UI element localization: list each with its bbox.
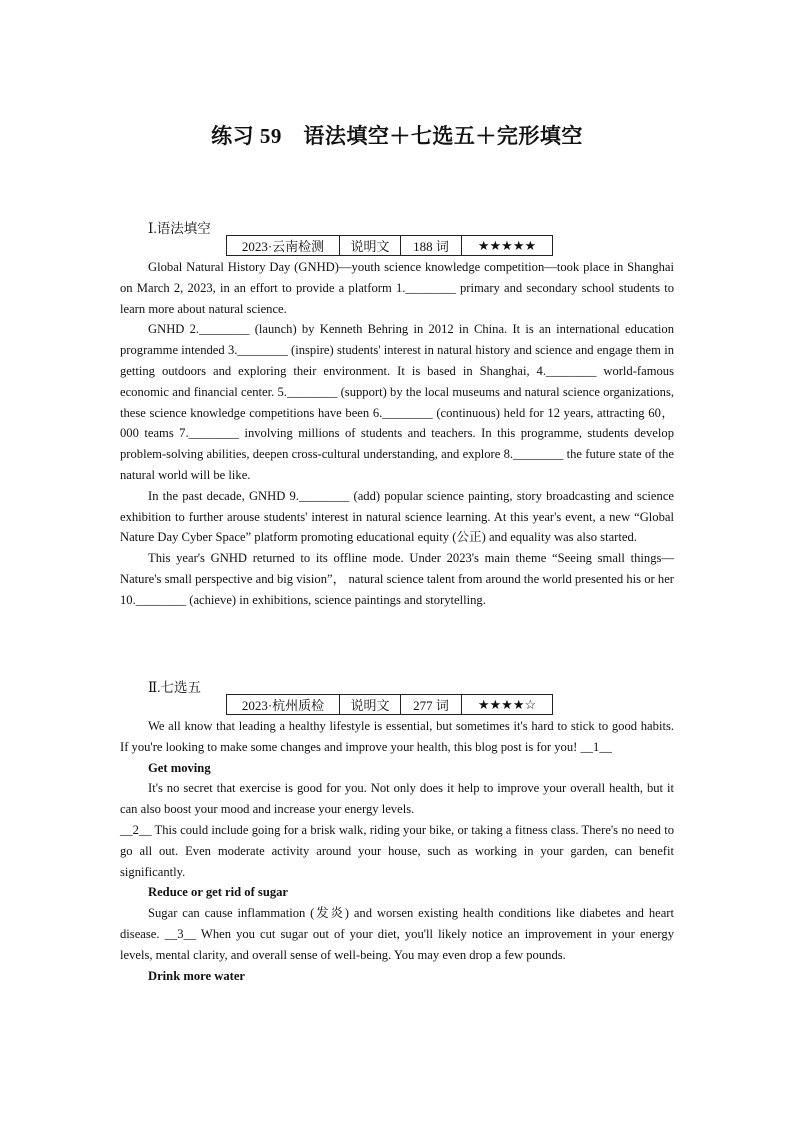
info-wordcount: 188 词: [401, 236, 462, 256]
subheading-reduce-sugar: Reduce or get rid of sugar: [148, 885, 289, 900]
info-source: 2023·云南检测: [227, 236, 340, 256]
passage-intro: We all know that leading a healthy lifestyle is essential, but sometimes it's hard to stick to good habits. If you're looking to make some changes and improve your health, this blog post is for you! __1__: [120, 719, 674, 754]
passage-paragraph: It's no secret that exercise is good for you. Not only does it help to improve your overall health, but it can also boost your mood and increase your energy levels.: [120, 781, 674, 817]
passage-paragraph: Global Natural History Day (GNHD)—youth science knowledge competition—took place in Shanghai on March 2, 2023, in an effort to provide a platform 1.________ primary and secondary school students to learn more about natural science.: [120, 260, 674, 316]
info-table-seven-five: [226, 694, 553, 715]
subheading-get-moving: Get moving: [148, 760, 211, 775]
info-wordcount: 277 词: [401, 695, 462, 715]
passage-paragraph: __2__ This could include going for a brisk walk, riding your bike, or taking a fitness class. There's no need to go all out. Even moderate activity around your house, such as working in your garden, can benefit significantly.: [120, 822, 674, 879]
page-title: 练习 59 语法填空＋七选五＋完形填空: [211, 124, 583, 148]
passage-paragraph: In the past decade, GNHD 9.________ (add) popular science painting, story broadcasting and science exhibition to further arouse students' interest in natural science learning. At this year's event, a new “Global Nature Day Cyber Space” platform promoting educational equity (公正) and equality was also started.: [120, 488, 674, 545]
info-source: 2023·杭州质检: [227, 695, 340, 715]
subheading-drink-water: Drink more water: [148, 968, 245, 983]
info-table-grammar: [226, 235, 553, 256]
passage-paragraph: Sugar can cause inflammation (发炎) and worsen existing health conditions like diabetes and heart disease. __3__ When you cut sugar out of your diet, you'll likely notice an improvement in your energy levels, mental clarity, and overall sense of well-being. You may even drop a few pounds.: [120, 906, 674, 962]
seven-five-passage: [120, 716, 674, 986]
info-difficulty: ★★★★☆: [462, 695, 553, 715]
grammar-passage: [120, 257, 674, 611]
section-heading-grammar: Ⅰ.语法填空: [148, 221, 211, 236]
info-difficulty: ★★★★★: [462, 236, 553, 256]
info-genre: 说明文: [340, 236, 401, 256]
passage-paragraph: GNHD 2.________ (launch) by Kenneth Behring in 2012 in China. It is an international education programme intended 3.________ (inspire) students' interest in natural history and science and engage them in getting outdoors and exploring their environment. It is based in Shanghai, 4.________ world-famous economic and financial center. 5.________ (support) by the local museums and natural science organizations, these science knowledge competitions have been 6.________ (continuous) held for 12 years, attracting 60，000 teams 7.________ involving millions of students and teachers. In this programme, students develop problem-solving abilities, deepen cross-cultural understanding, and explore 8.________ the future state of the natural world will be like.: [120, 322, 674, 482]
section-heading-seven-five: Ⅱ.七选五: [148, 680, 202, 695]
info-genre: 说明文: [340, 695, 401, 715]
passage-paragraph: This year's GNHD returned to its offline mode. Under 2023's main theme “Seeing small things—Nature's small perspective and big vision”， natural science talent from around the world presented his or her 10.________ (achieve) in exhibitions, science paintings and storytelling.: [120, 551, 674, 607]
